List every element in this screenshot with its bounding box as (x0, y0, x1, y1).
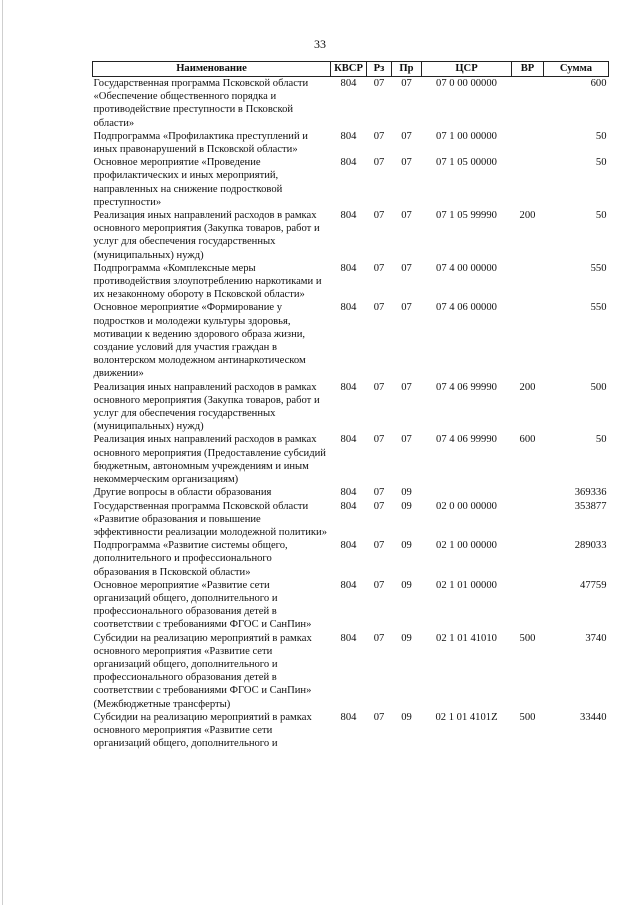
table-row (93, 301, 609, 380)
cell-csr (422, 486, 512, 499)
cell-sum: 289033 (574, 540, 607, 552)
cell-kvsr: 804 (340, 579, 357, 591)
cell-name: Основное мероприятие «Формирование у подростков и молодежи культуры здоровья, мотивации к ведению здорового образа жизни, создание условий для участия граждан в волонтерском молодежном антинаркотическом движении» (93, 302, 306, 380)
table-row (93, 209, 609, 262)
cell-pr: 07 (401, 434, 412, 446)
cell-pr: 09 (401, 632, 412, 644)
cell-csr: 02 1 00 00000 (436, 540, 497, 552)
cell-name: Реализация иных направлений расходов в рамках основного мероприятия (Предоставление субсидий бюджетным, автономным учреждениям и иным некоммерческим организациям) (93, 434, 326, 486)
cell-sum: 550 (590, 302, 607, 314)
table-row (93, 579, 609, 632)
cell-sum: 550 (590, 262, 607, 274)
header-name: Наименование (93, 62, 331, 77)
cell-csr: 07 4 06 99990 (436, 434, 497, 446)
cell-sum: 600 (590, 78, 607, 89)
cell-pr: 07 (401, 157, 412, 169)
table-row (93, 156, 609, 209)
cell-sum: 33440 (580, 711, 607, 723)
cell-kvsr: 804 (340, 500, 357, 512)
cell-vr (512, 301, 544, 380)
cell-kvsr: 804 (340, 78, 357, 89)
cell-rz: 07 (373, 78, 385, 89)
cell-sum: 50 (595, 210, 607, 222)
header-csr: ЦСР (422, 62, 512, 77)
cell-vr: 200 (519, 210, 536, 222)
cell-csr: 07 1 05 99990 (436, 210, 497, 222)
cell-kvsr: 804 (340, 381, 357, 393)
cell-sum: 50 (595, 130, 607, 142)
cell-csr: 07 1 00 00000 (436, 130, 497, 142)
table-row (93, 486, 609, 499)
cell-csr: 07 4 06 99990 (436, 381, 497, 393)
cell-name: Подпрограмма «Комплексные меры противодействия злоупотреблению наркотиками и их незаконному обороту в Псковской области» (93, 262, 322, 301)
cell-csr: 02 0 00 00000 (436, 500, 497, 512)
table-body (93, 77, 609, 751)
cell-name: Другие вопросы в области образования (93, 487, 272, 499)
cell-sum: 50 (595, 157, 607, 169)
header-vr: ВР (512, 62, 544, 77)
cell-vr (512, 130, 544, 156)
cell-rz: 07 (373, 434, 385, 446)
cell-csr: 07 1 05 00000 (436, 157, 497, 169)
cell-vr: 500 (519, 711, 536, 723)
table-row (93, 632, 609, 711)
cell-rz: 07 (373, 157, 385, 169)
cell-name: Основное мероприятие «Проведение профилактических и иных мероприятий, направленных на снижение подростковой преступности» (93, 157, 283, 208)
cell-pr: 07 (401, 210, 412, 222)
budget-table (92, 61, 609, 750)
cell-kvsr: 804 (340, 487, 357, 499)
header-sum: Сумма (544, 62, 609, 77)
cell-name: Подпрограмма «Развитие системы общего, дополнительного и профессионального образования в Псковской области» (93, 540, 288, 578)
cell-rz: 07 (373, 130, 385, 142)
cell-kvsr: 804 (340, 157, 357, 169)
cell-kvsr: 804 (340, 302, 357, 314)
cell-sum: 353877 (574, 500, 607, 512)
cell-rz: 07 (373, 632, 385, 644)
cell-name: Подпрограмма «Профилактика преступлений и иных правонарушений в Псковской области» (93, 130, 308, 156)
cell-vr: 500 (519, 632, 536, 644)
cell-name: Основное мероприятие «Развитие сети организаций общего, дополнительного и профессионального образования детей в соответствии с требованиями ФГОС и СанПин» (93, 579, 312, 631)
cell-csr: 02 1 01 4101Z (435, 711, 498, 723)
cell-csr: 02 1 01 00000 (436, 579, 497, 591)
cell-name: Реализация иных направлений расходов в рамках основного мероприятия (Закупка товаров, работ и услуг для обеспечения государственных (муниципальных) нужд) (93, 381, 320, 433)
cell-pr: 07 (401, 130, 412, 142)
table-row (93, 381, 609, 434)
header-rz: Рз (367, 62, 392, 77)
table-header-row (93, 62, 609, 77)
cell-kvsr: 804 (340, 130, 357, 142)
cell-name: Субсидии на реализацию мероприятий в рамках основного мероприятия «Развитие сети организаций общего, дополнительного и (93, 711, 312, 750)
header-kvsr: КВСР (331, 62, 367, 77)
cell-csr: 02 1 01 41010 (436, 632, 497, 644)
cell-vr (512, 486, 544, 499)
cell-kvsr: 804 (340, 210, 357, 222)
cell-rz: 07 (373, 210, 385, 222)
table-row (93, 130, 609, 156)
cell-vr: 600 (519, 434, 536, 446)
cell-sum: 50 (595, 434, 607, 446)
cell-pr: 09 (401, 500, 412, 512)
cell-kvsr: 804 (340, 540, 357, 552)
cell-pr: 09 (401, 579, 412, 591)
cell-kvsr: 804 (340, 711, 357, 723)
cell-csr: 07 0 00 00000 (436, 78, 497, 89)
cell-sum: 369336 (574, 487, 607, 499)
cell-name: Реализация иных направлений расходов в рамках основного мероприятия (Закупка товаров, работ и услуг для обеспечения государственных (муниципальных) нужд) (93, 210, 320, 261)
cell-vr (512, 156, 544, 209)
cell-rz: 07 (373, 487, 385, 499)
cell-sum: 3740 (585, 632, 607, 644)
cell-rz: 07 (373, 540, 385, 552)
table-row (93, 500, 609, 540)
cell-pr: 07 (401, 381, 412, 393)
scan-edge (2, 0, 3, 905)
cell-name: Государственная программа Псковской области «Обеспечение общественного порядка и противодействие преступности в Псковской области» (93, 78, 309, 129)
cell-pr: 07 (401, 262, 412, 274)
cell-rz: 07 (373, 711, 385, 723)
cell-pr: 07 (401, 78, 412, 89)
cell-pr: 09 (401, 711, 412, 723)
cell-name: Государственная программа Псковской области «Развитие образования и повышение эффективности реализации молодежной политики» (93, 500, 327, 538)
cell-rz: 07 (373, 302, 385, 314)
cell-vr (512, 500, 544, 540)
cell-rz: 07 (373, 579, 385, 591)
cell-pr: 09 (401, 487, 412, 499)
cell-vr (512, 262, 544, 302)
table-row (93, 77, 609, 130)
cell-rz: 07 (373, 381, 385, 393)
header-pr: Пр (392, 62, 422, 77)
cell-pr: 07 (401, 302, 412, 314)
cell-vr (512, 579, 544, 632)
cell-kvsr: 804 (340, 434, 357, 446)
cell-rz: 07 (373, 500, 385, 512)
cell-kvsr: 804 (340, 632, 357, 644)
cell-kvsr: 804 (340, 262, 357, 274)
cell-rz: 07 (373, 262, 385, 274)
cell-vr (512, 539, 544, 579)
cell-vr: 200 (519, 381, 536, 393)
table-row (93, 539, 609, 579)
cell-pr: 09 (401, 540, 412, 552)
cell-csr: 07 4 06 00000 (436, 302, 497, 314)
page-number: 33 (314, 37, 326, 51)
table-row (93, 711, 609, 751)
cell-vr (512, 77, 544, 130)
cell-name: Субсидии на реализацию мероприятий в рамках основного мероприятия «Развитие сети организаций общего, дополнительного и профессионального образования детей в соответствии с требованиями ФГОС и СанПин» (Межбюджетные трансферты) (93, 632, 312, 710)
cell-sum: 47759 (580, 579, 607, 591)
table-row (93, 262, 609, 302)
cell-csr: 07 4 00 00000 (436, 262, 497, 274)
cell-sum: 500 (590, 381, 607, 393)
table-row (93, 433, 609, 486)
